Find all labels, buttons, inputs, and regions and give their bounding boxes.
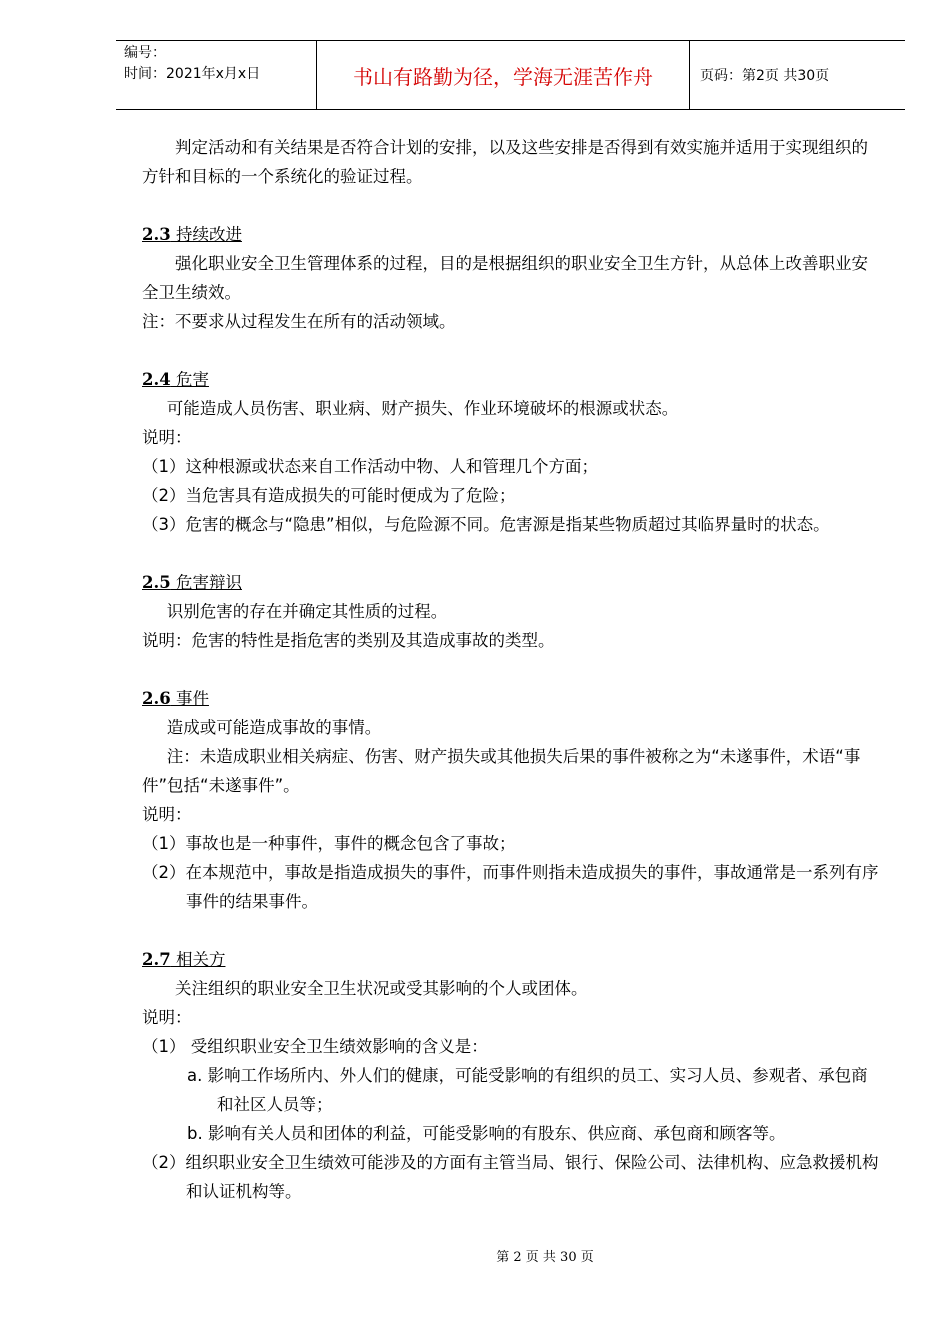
number-label: 编号： [124, 45, 166, 61]
page-footer: 第 2 页 共 30 页 [496, 1250, 594, 1265]
paragraph: 识别危害的存在并确定其性质的过程。 [166, 602, 448, 621]
paragraph: 关注组织的职业安全卫生状况或受其影响的个人或团体。 [175, 979, 588, 998]
list-item: （2）组织职业安全卫生绩效可能涉及的方面有主管当局、银行、保险公司、法律机构、应急救援机构和认证机构等。 [142, 1153, 879, 1201]
section-heading-2-6: 2.6 事件 [142, 689, 209, 708]
list-item: （2）在本规范中，事故是指造成损失的事件，而事件则指未造成损失的事件，事故通常是一系列有序事件的结果事件。 [142, 863, 879, 911]
note: 注：未造成职业相关病症、伤害、财产损失或其他损失后果的事件被称之为“未遂事件，术语“事件”包括“未遂事件”。 [142, 747, 861, 795]
paragraph: 造成或可能造成事故的事情。 [166, 718, 382, 737]
document-body [142, 133, 882, 1206]
paragraph: 可能造成人员伤害、职业病、财产损失、作业环境破坏的根源或状态。 [166, 399, 679, 418]
list-item: （1）事故也是一种事件，事件的概念包含了事故； [142, 834, 516, 853]
section-heading-2-5: 2.5 危害辩识 [142, 573, 242, 592]
section-heading-2-4: 2.4 危害 [142, 370, 209, 389]
list-item: （3）危害的概念与“隐患”相似，与危险源不同。危害源是指某些物质超过其临界量时的状态。 [142, 515, 830, 534]
list-item: （2）当危害具有造成损失的可能时便成为了危险； [142, 486, 516, 505]
paragraph: 强化职业安全卫生管理体系的过程，目的是根据组织的职业安全卫生方针，从总体上改善职业安全卫生绩效。 [142, 254, 868, 302]
explain-label: 说明：危害的特性是指危害的类别及其造成事故的类型。 [142, 631, 555, 650]
sub-list-item: b. 影响有关人员和团体的利益，可能受影响的有股东、供应商、承包商和顾客等。 [187, 1124, 786, 1143]
time-label: 时间：2021年x月x日 [124, 66, 261, 82]
list-item: （1） 受组织职业安全卫生绩效影响的含义是： [142, 1037, 488, 1056]
note: 注：不要求从过程发生在所有的活动领域。 [142, 312, 456, 331]
paragraph: 判定活动和有关结果是否符合计划的安排，以及这些安排是否得到有效实施并适用于实现组织的方针和目标的一个系统化的验证过程。 [142, 138, 868, 186]
list-item: （1）这种根源或状态来自工作活动中物、人和管理几个方面； [142, 457, 598, 476]
section-heading-2-3: 2.3 持续改进 [142, 225, 242, 244]
sub-list-item: a. 影响工作场所内、外人们的健康，可能受影响的有组织的员工、实习人员、参观者、承包商和社区人员等； [187, 1066, 868, 1114]
explain-label: 说明： [142, 1008, 192, 1027]
page-header [116, 40, 905, 110]
section-heading-2-7: 2.7 相关方 [142, 950, 226, 969]
header-slogan: 书山有路勤为径，学海无涯苦作舟 [316, 41, 690, 109]
header-page-label: 页码：第2页 共30页 [700, 68, 830, 84]
header-meta [116, 41, 316, 109]
explain-label: 说明： [142, 428, 192, 447]
explain-label: 说明： [142, 805, 192, 824]
